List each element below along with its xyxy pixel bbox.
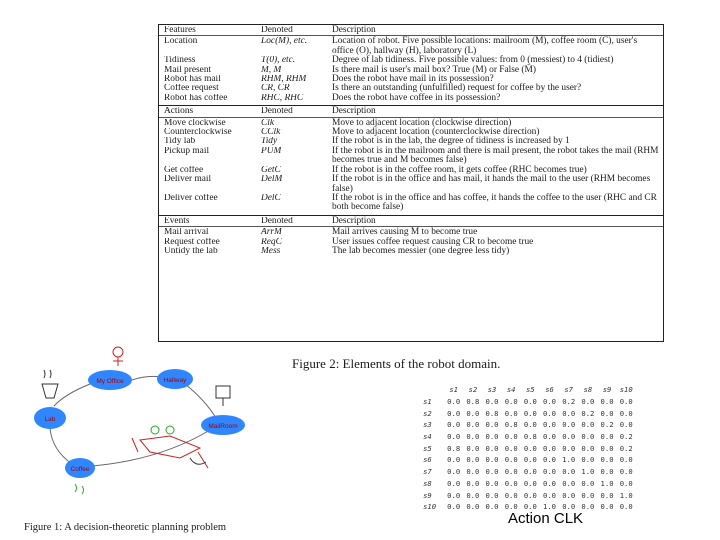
matrix-cell: 0.0	[543, 490, 557, 500]
table-cell: Move to adjacent location (counterclockwise direction)	[332, 127, 540, 138]
matrix-cell: 0.0	[619, 397, 633, 407]
action-label: Action CLK	[508, 510, 584, 527]
coffee-steam-icon	[75, 484, 84, 494]
table-cell: RHC, R̄H̄C̄	[261, 93, 304, 103]
matrix-cell: 0.0	[485, 397, 499, 407]
matrix-cell: 0.0	[562, 420, 576, 430]
matrix-cell: 0.0	[562, 467, 576, 477]
matrix-cell: 0.0	[600, 397, 614, 407]
matrix-cell: 0.0	[619, 478, 633, 488]
matrix-cell: 0.0	[523, 490, 537, 500]
matrix-cell: 0.0	[504, 432, 518, 442]
table-cell: Counterclockwise	[164, 128, 232, 138]
node-lab-label: Lab	[44, 416, 56, 423]
table-row	[159, 247, 663, 256]
matrix-cell: 0.0	[485, 478, 499, 488]
matrix-cell: 0.0	[504, 397, 518, 407]
matrix-cell: 0.0	[466, 455, 480, 465]
matrix-cell: 0.0	[562, 443, 576, 453]
matrix-cell: 0.0	[581, 432, 595, 442]
matrix-cell: 0.0	[581, 420, 595, 430]
matrix-cell: 0.0	[523, 443, 537, 453]
table-cell: Mail arrival	[164, 228, 209, 238]
matrix-cell: 0.0	[562, 502, 576, 512]
matrix-column-header: s1	[449, 385, 458, 395]
matrix-cell: 0.0	[523, 408, 537, 418]
table-cell: If the robot is in the office and has coffee, it hands the coffee to the user (RHC and CR both become false)	[332, 192, 657, 213]
matrix-cell: 0.0	[619, 420, 633, 430]
table-row	[159, 194, 663, 213]
matrix-row-label: s10	[423, 502, 437, 512]
table-cell: User issues coffee request causing CR to become true	[332, 236, 534, 247]
table-cell: Is there mail is user's mail box? True (M) or False (M̄)	[332, 64, 537, 75]
matrix-header-row	[420, 384, 636, 396]
matrix-cell: 0.0	[504, 502, 518, 512]
matrix-cell: 0.0	[543, 397, 557, 407]
matrix-cell: 0.0	[466, 502, 480, 512]
matrix-cell: 0.0	[523, 397, 537, 407]
table-cell: Move to adjacent location (clockwise direction)	[332, 117, 512, 128]
matrix-cell: 0.0	[581, 478, 595, 488]
matrix-cell: 0.0	[523, 420, 537, 430]
robot-domain-table	[158, 24, 664, 342]
table-section-header	[159, 217, 663, 227]
table-row	[159, 147, 663, 166]
node-mailroom-label: MailRoom	[208, 423, 238, 430]
header-cell: Description	[332, 25, 376, 35]
coffee-cup-icon	[42, 370, 58, 398]
matrix-cell: 0.0	[447, 408, 461, 418]
matrix-cell: 0.0	[562, 490, 576, 500]
node-hallway-label: Hallway	[163, 377, 187, 384]
matrix-row	[420, 478, 636, 490]
node-hallway	[157, 369, 193, 389]
matrix-cell: 1.0	[581, 467, 595, 477]
matrix-cell: 0.0	[600, 432, 614, 442]
matrix-cell: 0.0	[562, 432, 576, 442]
matrix-cell: 0.0	[485, 455, 499, 465]
table-cell: Is there an outstanding (unfulfilled) request for coffee by the user?	[332, 83, 582, 94]
header-cell: Description	[332, 215, 376, 226]
matrix-cell: 0.0	[447, 467, 461, 477]
table-cell: The lab becomes messier (one degree less tidy)	[332, 245, 510, 256]
matrix-cell: 0.0	[562, 478, 576, 488]
matrix-column-header: s6	[545, 385, 554, 395]
matrix-cell: 0.0	[581, 490, 595, 500]
node-lab	[34, 407, 66, 429]
matrix-column-header: s9	[602, 385, 612, 395]
table-cell: Pickup mail	[164, 146, 210, 156]
matrix-cell: 0.2	[581, 408, 595, 418]
matrix-cell: 0.0	[600, 502, 614, 512]
table-cell: If the robot is in the office and has mail, it hands the mail to the user (RHM becomes false)	[332, 174, 651, 194]
table-cell: Robot has coffee	[164, 93, 228, 103]
matrix-cell: 0.0	[504, 408, 518, 418]
table-cell: If the robot is in the lab, the degree of tidiness is increased by 1	[332, 136, 570, 147]
table-row	[159, 37, 663, 56]
table-cell: RHM, R̄H̄M̄	[261, 75, 307, 85]
table-cell: If the robot is in the coffee room, it gets coffee (RHC becomes true)	[332, 164, 587, 175]
matrix-column-header: s5	[526, 385, 535, 395]
matrix-cell: 0.0	[447, 478, 461, 488]
matrix-column-header: s7	[564, 385, 574, 395]
matrix-cell: 0.0	[466, 467, 480, 477]
header-cell: Denoted	[261, 107, 293, 117]
matrix-column-header: s2	[468, 385, 478, 395]
matrix-cell: 0.2	[619, 432, 633, 442]
matrix-cell: 0.8	[504, 420, 518, 430]
table-cell: PUM	[261, 146, 282, 156]
table-cell: Request coffee	[164, 237, 220, 247]
node-coffee	[65, 458, 95, 478]
edge-office-lab	[54, 384, 90, 406]
table-cell: ArrM	[261, 228, 282, 238]
header-cell: Description	[332, 106, 376, 117]
matrix-column-header: s4	[506, 385, 516, 395]
table-cell: ReqC	[261, 237, 282, 247]
edge-hallway-mailroom	[185, 384, 216, 418]
mailbox-icon	[216, 386, 230, 406]
matrix-row-label: s7	[423, 467, 432, 477]
robot-icon	[132, 426, 208, 468]
matrix-cell: 0.0	[504, 455, 518, 465]
matrix-cell: 0.0	[447, 490, 461, 500]
matrix-column-header: s3	[487, 385, 497, 395]
table-cell: DelC	[261, 193, 281, 203]
table-cell: Does the robot have mail in its possession?	[332, 74, 494, 85]
matrix-cell: 0.0	[619, 408, 633, 418]
matrix-cell: 0.2	[600, 420, 614, 430]
matrix-cell: 0.0	[600, 490, 614, 500]
table-cell: Loc(M), etc.	[261, 37, 308, 47]
table-cell: Mail present	[164, 65, 212, 75]
matrix-cell: 0.0	[619, 467, 633, 477]
table-section	[159, 216, 663, 259]
matrix-row-label: s1	[423, 397, 432, 407]
matrix-row	[420, 466, 636, 478]
matrix-cell: 0.0	[619, 455, 633, 465]
matrix-cell: 0.8	[447, 443, 461, 453]
table-section	[159, 25, 663, 106]
matrix-column-header: s10	[619, 385, 633, 395]
table-cell: Move clockwise	[164, 118, 226, 128]
matrix-cell: 0.8	[485, 408, 499, 418]
header-cell: Actions	[164, 107, 194, 117]
table-cell: If the robot is in the mailroom and there is mail present, the robot takes the mail (RHM becomes true and M becomes false)	[332, 145, 659, 166]
matrix-column-header: s8	[583, 385, 593, 395]
transition-matrix	[420, 384, 636, 513]
matrix-row	[420, 454, 636, 466]
matrix-row-label: s8	[423, 478, 432, 488]
matrix-cell: 0.0	[447, 420, 461, 430]
table-cell: T(0), etc.	[261, 56, 296, 66]
matrix-cell: 0.0	[600, 467, 614, 477]
matrix-cell: 0.0	[543, 467, 557, 477]
table-cell: Clk	[261, 118, 275, 128]
matrix-cell: 0.0	[543, 420, 557, 430]
edge-lab-coffee	[50, 428, 72, 464]
matrix-cell: 0.0	[562, 408, 576, 418]
matrix-row	[420, 431, 636, 443]
node-office	[88, 370, 132, 390]
matrix-cell: 0.2	[562, 397, 576, 407]
matrix-row	[420, 442, 636, 454]
table-cell: Untidy the lab	[164, 246, 218, 256]
table-row	[159, 94, 663, 103]
matrix-cell: 0.0	[447, 397, 461, 407]
matrix-cell: 0.0	[543, 443, 557, 453]
matrix-cell: 0.0	[485, 443, 499, 453]
matrix-cell: 0.0	[485, 467, 499, 477]
table-cell: Location	[164, 37, 198, 47]
header-cell: Events	[164, 216, 190, 226]
matrix-cell: 0.0	[543, 478, 557, 488]
matrix-row-label: s5	[423, 443, 432, 453]
header-cell: Denoted	[261, 216, 293, 226]
matrix-cell: 0.0	[485, 490, 499, 500]
table-cell: Mess	[261, 246, 281, 256]
matrix-cell: 0.0	[600, 443, 614, 453]
table-cell: M, M̄	[261, 65, 282, 75]
matrix-row-label: s9	[423, 490, 432, 500]
matrix-row-label: s3	[423, 420, 432, 430]
header-cell: Features	[164, 26, 196, 35]
table-cell: Tidiness	[164, 56, 196, 66]
table-cell: Degree of lab tidiness. Five possible values: from 0 (messiest) to 4 (tidiest)	[332, 55, 614, 66]
matrix-row	[420, 396, 636, 408]
matrix-row	[420, 419, 636, 431]
matrix-cell: 0.0	[523, 467, 537, 477]
matrix-row-label: s6	[423, 455, 432, 465]
matrix-cell: 0.0	[466, 490, 480, 500]
matrix-cell: 0.0	[447, 502, 461, 512]
table-row	[159, 175, 663, 194]
table-cell: CR, C̄R̄	[261, 84, 290, 94]
matrix-cell: 0.0	[485, 432, 499, 442]
matrix-cell: 0.0	[485, 502, 499, 512]
matrix-cell: 0.0	[504, 443, 518, 453]
table-cell: DelM	[261, 175, 283, 185]
matrix-cell: 0.0	[504, 478, 518, 488]
matrix-cell: 0.0	[581, 397, 595, 407]
matrix-row	[420, 407, 636, 419]
matrix-cell: 0.0	[447, 455, 461, 465]
matrix-cell: 0.0	[466, 420, 480, 430]
planning-graph	[20, 340, 268, 518]
table-cell: Coffee request	[164, 84, 219, 94]
table-section	[159, 106, 663, 215]
table-cell: Robot has mail	[164, 75, 221, 85]
matrix-cell: 0.0	[543, 408, 557, 418]
matrix-cell: 0.0	[466, 408, 480, 418]
matrix-cell: 0.0	[504, 490, 518, 500]
table-section-header	[159, 26, 663, 36]
table-cell: Mail arrives causing M to become true	[332, 227, 478, 238]
matrix-row-label: s4	[423, 432, 432, 442]
table-cell: Tidy lab	[164, 137, 196, 147]
matrix-cell: 0.0	[447, 432, 461, 442]
matrix-cell: 0.0	[466, 432, 480, 442]
matrix-cell: 1.0	[562, 455, 576, 465]
table-cell: Tidy	[261, 137, 278, 147]
matrix-cell: 0.0	[600, 408, 614, 418]
table-cell: Deliver coffee	[164, 193, 218, 203]
matrix-cell: 0.0	[600, 455, 614, 465]
figure1-caption: Figure 1: A decision-theoretic planning problem	[24, 522, 227, 533]
matrix-cell: 0.0	[581, 455, 595, 465]
matrix-cell: 0.0	[523, 502, 537, 512]
matrix-cell: 0.2	[619, 443, 633, 453]
matrix-cell: 0.0	[466, 478, 480, 488]
header-cell: Denoted	[261, 26, 293, 35]
table-cell: Does the robot have coffee in its possession?	[332, 92, 501, 103]
matrix-cell: 0.8	[523, 432, 537, 442]
table-section-header	[159, 107, 663, 117]
table-cell: Get coffee	[164, 165, 204, 175]
node-coffee-label: Coffee	[70, 466, 90, 473]
node-office-label: My Office	[96, 378, 124, 385]
table-cell: Deliver mail	[164, 175, 212, 185]
matrix-cell: 0.0	[485, 420, 499, 430]
matrix-cell: 0.8	[466, 397, 480, 407]
matrix-cell: 1.0	[619, 490, 633, 500]
matrix-row	[420, 489, 636, 501]
matrix-cell: 0.0	[619, 502, 633, 512]
matrix-cell: 1.0	[600, 478, 614, 488]
matrix-cell: 0.0	[523, 455, 537, 465]
matrix-cell: 0.0	[581, 502, 595, 512]
table-cell: GetC	[261, 165, 281, 175]
user-figure-icon	[113, 347, 123, 366]
node-mailroom	[201, 415, 245, 435]
matrix-row-label: s2	[423, 408, 432, 418]
matrix-cell: 0.0	[523, 478, 537, 488]
matrix-cell: 0.0	[504, 467, 518, 477]
matrix-cell: 0.0	[581, 443, 595, 453]
matrix-cell: 1.0	[543, 502, 557, 512]
matrix-cell: 0.0	[543, 432, 557, 442]
table-cell: Location of robot. Five possible locations: mailroom (M), coffee room (C), user's office (O), hallway (H), laboratory (L)	[332, 36, 638, 56]
matrix-cell: 0.0	[466, 443, 480, 453]
matrix-cell: 0.0	[543, 455, 557, 465]
matrix-corner	[420, 384, 444, 396]
figure2-caption: Figure 2: Elements of the robot domain.	[292, 356, 501, 371]
table-cell: CClk	[261, 128, 281, 138]
